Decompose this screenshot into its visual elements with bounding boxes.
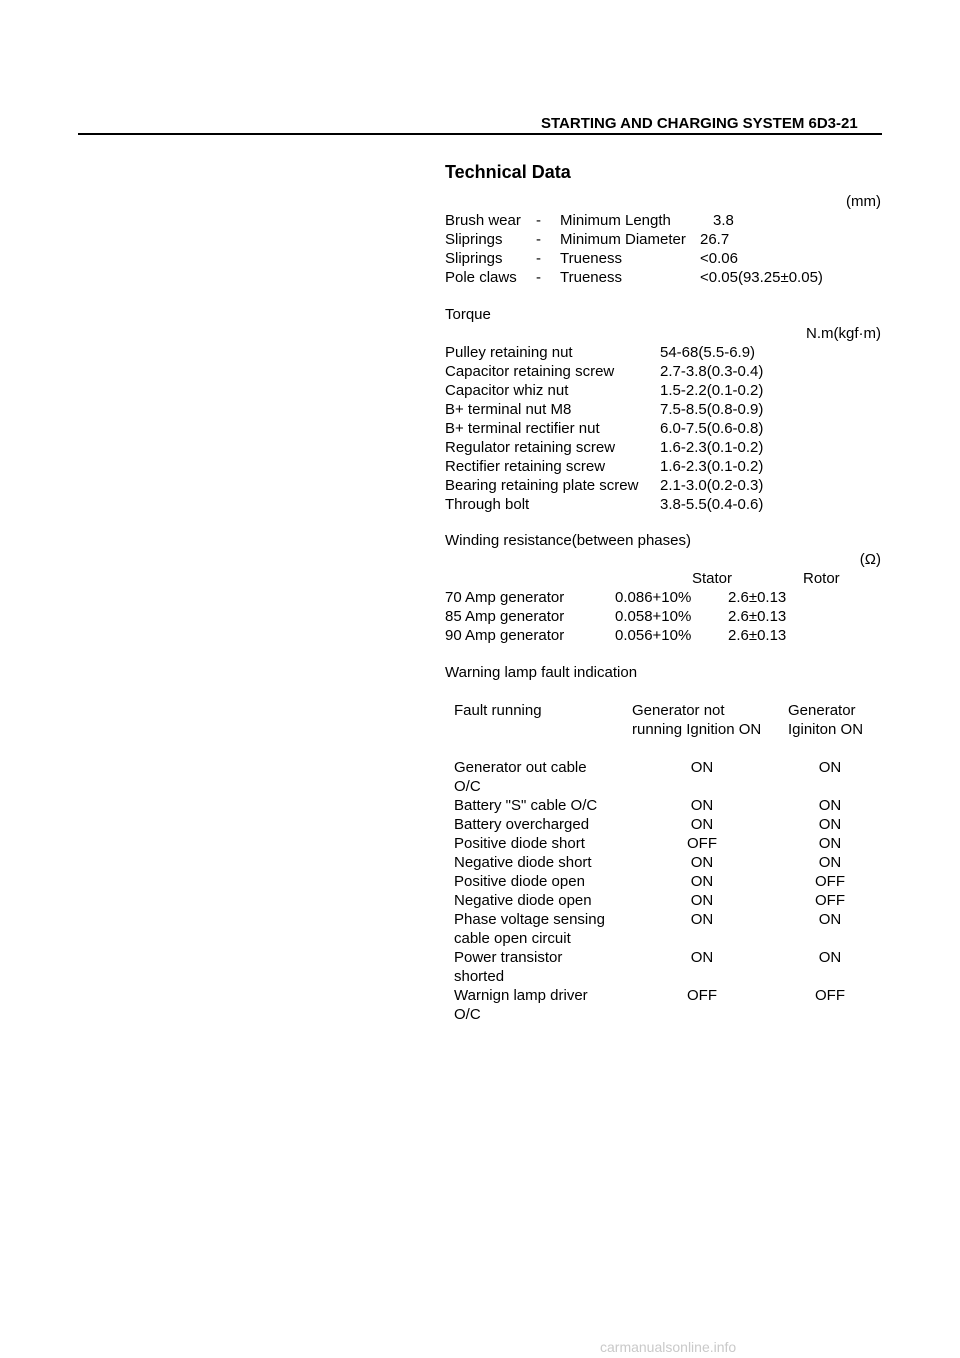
torque-unit: N.m(kgf·m): [806, 325, 881, 342]
status-running: OFF: [815, 873, 845, 890]
fault-condition: Positive diode open: [454, 873, 585, 890]
status-not-running: ON: [690, 797, 714, 814]
torque-item: Pulley retaining nut: [445, 344, 573, 361]
torque-item: Bearing retaining plate screw: [445, 477, 639, 494]
torque-value: 1.6-2.3(0.1-0.2): [660, 439, 764, 456]
fault-condition: Positive diode short: [454, 835, 585, 852]
torque-value: 2.7-3.8(0.3-0.4): [660, 363, 764, 380]
torque-value: 7.5-8.5(0.8-0.9): [660, 401, 764, 418]
winding-unit: (Ω): [859, 551, 881, 568]
status-running: OFF: [815, 987, 845, 1004]
fault-condition: cable open circuit: [454, 930, 571, 947]
winding-generator: 70 Amp generator: [445, 589, 565, 606]
winding-stator: 0.086+10%: [615, 589, 692, 606]
fault-condition: Negative diode open: [454, 892, 592, 909]
torque-value: 54-68(5.5-6.9): [660, 344, 756, 361]
warning-header-col1-line1: Generator not: [632, 702, 725, 719]
status-not-running: ON: [690, 759, 714, 776]
dimension-cell: Trueness: [560, 250, 622, 267]
status-running: ON: [818, 759, 842, 776]
dimension-cell: 3.8: [713, 212, 734, 229]
winding-title: Winding resistance(between phases): [445, 532, 691, 549]
status-not-running: ON: [690, 816, 714, 833]
warning-header-fault: Fault running: [454, 702, 542, 719]
status-running: OFF: [815, 892, 845, 909]
status-not-running: OFF: [687, 835, 717, 852]
dimension-cell: -: [536, 269, 541, 286]
torque-value: 1.5-2.2(0.1-0.2): [660, 382, 764, 399]
winding-rotor: 2.6±0.13: [728, 608, 787, 625]
status-running: ON: [818, 854, 842, 871]
torque-item: B+ terminal nut M8: [445, 401, 572, 418]
warning-header-col2-line1: Generator: [788, 702, 856, 719]
winding-generator: 85 Amp generator: [445, 608, 565, 625]
warning-header-col2-line2: Iginiton ON: [788, 721, 864, 738]
status-running: ON: [818, 797, 842, 814]
torque-title: Torque: [445, 306, 491, 323]
winding-header-rotor: Rotor: [803, 570, 840, 587]
status-not-running: ON: [690, 892, 714, 909]
torque-value: 3.8-5.5(0.4-0.6): [660, 496, 764, 513]
status-not-running: ON: [690, 911, 714, 928]
dimensions-unit: (mm): [846, 193, 881, 210]
dimension-cell: Sliprings: [445, 250, 503, 267]
watermark: carmanualsonline.info: [600, 1339, 737, 1355]
dimension-cell: 26.7: [700, 231, 730, 248]
dimension-cell: -: [536, 231, 541, 248]
fault-condition: O/C: [454, 778, 481, 795]
status-running: ON: [818, 816, 842, 833]
status-running: ON: [818, 835, 842, 852]
torque-value: 2.1-3.0(0.2-0.3): [660, 477, 764, 494]
fault-condition: shorted: [454, 968, 505, 985]
status-not-running: OFF: [687, 987, 717, 1004]
fault-condition: Battery overcharged: [454, 816, 590, 833]
section-title: Technical Data: [445, 162, 571, 182]
warning-title: Warning lamp fault indication: [445, 664, 638, 681]
status-not-running: ON: [690, 873, 714, 890]
page-header-title: STARTING AND CHARGING SYSTEM 6D3-21: [541, 115, 858, 132]
torque-item: Capacitor retaining screw: [445, 363, 615, 380]
torque-item: Rectifier retaining screw: [445, 458, 606, 475]
fault-condition: Power transistor: [454, 949, 563, 966]
fault-condition: Warnign lamp driver: [454, 987, 588, 1004]
dimension-cell: Sliprings: [445, 231, 503, 248]
dimension-cell: Minimum Length: [560, 212, 671, 229]
status-not-running: ON: [690, 949, 714, 966]
dimension-cell: <0.06: [700, 250, 738, 267]
dimension-cell: <0.05(93.25±0.05): [700, 269, 823, 286]
header-rule: [78, 133, 882, 135]
winding-header-stator: Stator: [692, 570, 733, 587]
fault-condition: Negative diode short: [454, 854, 592, 871]
dimension-cell: -: [536, 212, 541, 229]
torque-item: Capacitor whiz nut: [445, 382, 569, 399]
fault-condition: Battery "S" cable O/C: [454, 797, 598, 814]
status-not-running: ON: [690, 854, 714, 871]
fault-condition: O/C: [454, 1006, 481, 1023]
dimension-cell: Minimum Diameter: [560, 231, 686, 248]
winding-stator: 0.056+10%: [615, 627, 692, 644]
dimension-cell: Brush wear: [445, 212, 521, 229]
winding-generator: 90 Amp generator: [445, 627, 565, 644]
torque-value: 1.6-2.3(0.1-0.2): [660, 458, 764, 475]
torque-item: Through bolt: [445, 496, 530, 513]
torque-value: 6.0-7.5(0.6-0.8): [660, 420, 764, 437]
fault-condition: Generator out cable: [454, 759, 587, 776]
warning-header-col1-line2: running Ignition ON: [632, 721, 762, 738]
winding-stator: 0.058+10%: [615, 608, 692, 625]
winding-rotor: 2.6±0.13: [728, 589, 787, 606]
winding-rotor: 2.6±0.13: [728, 627, 787, 644]
fault-condition: Phase voltage sensing: [454, 911, 605, 928]
torque-item: Regulator retaining screw: [445, 439, 616, 456]
status-running: ON: [818, 911, 842, 928]
dimension-cell: Pole claws: [445, 269, 517, 286]
torque-item: B+ terminal rectifier nut: [445, 420, 600, 437]
dimension-cell: Trueness: [560, 269, 622, 286]
dimension-cell: -: [536, 250, 541, 267]
status-running: ON: [818, 949, 842, 966]
